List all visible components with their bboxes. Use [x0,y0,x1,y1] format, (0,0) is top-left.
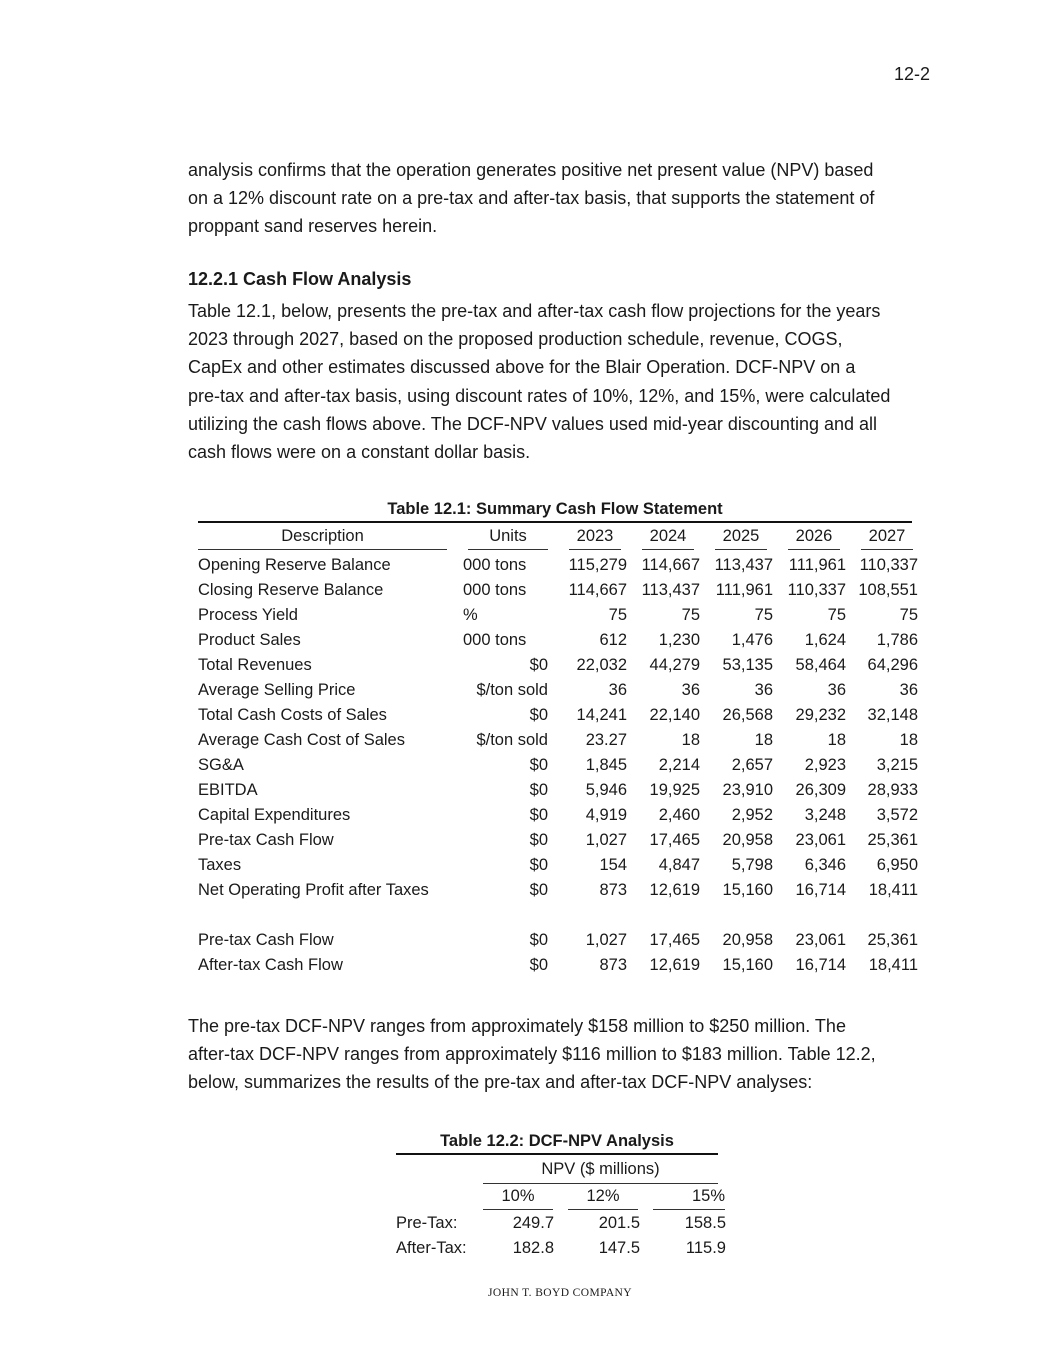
row-description: Pre-tax Cash Flow [198,931,334,949]
year-value: 114,667 [568,581,627,599]
year-value: 2,657 [731,756,773,774]
year-value: 15,160 [722,881,773,899]
intro-paragraph [188,156,938,241]
row-description: Capital Expenditures [198,806,351,824]
year-value: 20,958 [722,831,773,849]
year-value: 75 [681,606,700,624]
year-value: 111,961 [788,556,846,574]
row-label: After-Tax: [396,1239,467,1257]
text-line: utilizing the cash flows above. The DCF-NPV values used mid-year discounting and all [188,413,878,434]
row-units: $0 [529,656,548,674]
row-units: 000 tons [463,556,527,574]
year-value: 19,925 [649,781,700,799]
cash-flow-table [198,497,918,978]
row-units: $/ton sold [476,681,548,699]
header-description: Description [198,523,447,550]
year-value: 2,952 [731,806,773,824]
row-description: Pre-tax Cash Flow [198,831,334,849]
year-value: 75 [899,606,918,624]
year-value: 110,337 [859,556,918,574]
year-value: 114,667 [641,556,700,574]
npv-value: 249.7 [512,1214,554,1232]
row-description: Average Selling Price [198,681,356,699]
year-value: 32,148 [867,706,918,724]
text-line: pre-tax and after-tax basis, using discount rates of 10%, 12%, and 15%, were calculated [188,385,891,406]
year-value: 36 [899,681,918,699]
table-row [198,928,918,953]
year-value: 16,714 [795,881,846,899]
year-value: 22,140 [649,706,700,724]
year-value: 53,135 [722,656,773,674]
year-value: 612 [599,631,627,649]
year-value: 75 [608,606,627,624]
row-units: % [463,606,478,624]
table-body [198,553,918,903]
row-units: $0 [529,781,548,799]
npv-value: 147.5 [598,1239,640,1257]
year-value: 108,551 [858,581,918,599]
npv-value: 158.5 [684,1214,726,1232]
table-row [198,828,918,853]
row-description: After-tax Cash Flow [198,956,343,974]
year-value: 2,460 [658,806,700,824]
text-line: The pre-tax DCF-NPV ranges from approximately $158 million to $250 million. The [188,1016,846,1036]
year-value: 18,411 [868,956,918,974]
year-value: 5,798 [731,856,773,874]
year-value: 6,346 [804,856,846,874]
year-value: 25,361 [867,831,918,849]
row-units: $0 [529,831,548,849]
year-value: 36 [681,681,700,699]
year-value: 36 [754,681,773,699]
year-value: 23,061 [795,931,846,949]
section-paragraph [188,297,938,466]
table-row [198,653,918,678]
text-line: cash flows were on a constant dollar basis. [188,442,531,463]
row-units: $0 [529,931,548,949]
year-value: 1,027 [585,931,627,949]
year-value: 3,572 [876,806,918,824]
table-row [198,603,918,628]
year-value: 873 [599,956,627,974]
year-value: 2,214 [658,756,700,774]
year-value: 18 [681,731,700,749]
text-line: CapEx and other estimates discussed above for the Blair Operation. DCF-NPV on a [188,357,856,378]
year-value: 110,337 [787,581,846,599]
row-description: Closing Reserve Balance [198,581,384,599]
text-line: proppant sand reserves herein. [188,216,438,237]
year-value: 113,437 [641,581,700,599]
year-value: 4,847 [658,856,700,874]
year-value: 18 [899,731,918,749]
year-value: 111,961 [715,581,773,599]
row-description: Product Sales [198,631,301,649]
year-value: 1,230 [658,631,700,649]
year-value: 16,714 [795,956,846,974]
year-value: 4,919 [585,806,627,824]
year-value: 17,465 [649,831,700,849]
year-value: 20,958 [722,931,773,949]
year-value: 14,241 [576,706,627,724]
year-value: 28,933 [867,781,918,799]
company-footer: JOHN T. BOYD COMPANY [488,1287,632,1299]
year-value: 75 [754,606,773,624]
year-value: 1,027 [585,831,627,849]
year-value: 2,923 [804,756,846,774]
row-description: Taxes [198,856,242,874]
year-value: 23,061 [795,831,846,849]
page-number: 12-2 [893,64,930,84]
year-value: 26,309 [795,781,846,799]
table-header-row [198,523,918,553]
year-value: 1,476 [731,631,773,649]
year-value: 113,437 [714,556,773,574]
text-line: after-tax DCF-NPV ranges from approximately $116 million to $183 million. Table 12.2, [188,1044,876,1065]
table-row [396,1211,726,1236]
row-description: Opening Reserve Balance [198,556,391,574]
npv-value: 201.5 [598,1214,640,1232]
npv-value: 182.8 [512,1239,554,1257]
year-value: 23,910 [722,781,773,799]
table-row [198,628,918,653]
row-units: 000 tons [463,631,527,649]
row-spacer [198,903,918,928]
text-line: 2023 through 2027, based on the proposed production schedule, revenue, COGS, [188,329,843,350]
year-value: 64,296 [867,656,918,674]
table-row [198,678,918,703]
year-value: 25,361 [867,931,918,949]
header-year: 2025 [715,523,767,550]
row-units: $0 [529,706,548,724]
row-units: $0 [529,956,548,974]
group-header-label: NPV ($ millions) [483,1155,718,1184]
rate-header: 10% [483,1183,553,1210]
year-value: 58,464 [795,656,846,674]
year-value: 1,845 [585,756,627,774]
text-line: on a 12% discount rate on a pre-tax and after-tax basis, that supports the statement of [188,188,875,209]
row-description: Total Cash Costs of Sales [198,706,387,724]
year-value: 873 [599,881,627,899]
year-value: 17,465 [649,931,700,949]
table-title: Table 12.1: Summary Cash Flow Statement [198,497,912,523]
row-units: $0 [529,881,548,899]
npv-value: 115.9 [685,1239,726,1257]
table-row [198,778,918,803]
section-heading: 12.2.1 Cash Flow Analysis [188,269,412,289]
row-description: SG&A [198,756,244,774]
table-row [198,553,918,578]
year-value: 5,946 [585,781,627,799]
table-title: Table 12.2: DCF-NPV Analysis [396,1129,718,1155]
table-row [198,578,918,603]
row-description: Net Operating Profit after Taxes [198,881,429,899]
year-value: 12,619 [649,881,700,899]
row-units: 000 tons [463,581,527,599]
year-value: 18 [827,731,846,749]
header-year: 2027 [861,523,913,550]
row-units: $0 [529,806,548,824]
table-row [198,878,918,903]
npv-group-header [396,1155,726,1183]
table-row [198,753,918,778]
year-value: 154 [599,856,627,874]
year-value: 36 [827,681,846,699]
row-units: $/ton sold [476,731,548,749]
text-line: Table 12.1, below, presents the pre-tax and after-tax cash flow projections for the years [188,301,881,321]
year-value: 1,786 [876,631,918,649]
npv-table [396,1129,726,1261]
table-row [198,803,918,828]
rate-header: 12% [568,1183,638,1210]
rate-header: 15% [653,1183,725,1210]
year-value: 26,568 [722,706,773,724]
table-summary [198,928,918,978]
header-year: 2026 [788,523,840,550]
year-value: 12,619 [649,956,700,974]
row-description: Total Revenues [198,656,312,674]
table-row [198,953,918,978]
rate-header-row [396,1183,726,1211]
year-value: 23.27 [585,731,627,749]
text-line: below, summarizes the results of the pre-tax and after-tax DCF-NPV analyses: [188,1072,813,1093]
header-year: 2023 [569,523,621,550]
year-value: 1,624 [804,631,846,649]
table-row [198,703,918,728]
npv-paragraph [188,1012,938,1097]
year-value: 6,950 [876,856,918,874]
row-units: $0 [529,756,548,774]
year-value: 75 [827,606,846,624]
table-row [198,853,918,878]
row-units: $0 [529,856,548,874]
year-value: 44,279 [649,656,700,674]
header-year: 2024 [642,523,694,550]
text-line: analysis confirms that the operation generates positive net present value (NPV) based [188,160,874,180]
year-value: 29,232 [795,706,846,724]
row-description: EBITDA [198,781,258,799]
year-value: 22,032 [576,656,627,674]
year-value: 18,411 [868,881,918,899]
table-row [198,728,918,753]
year-value: 15,160 [722,956,773,974]
year-value: 36 [608,681,627,699]
header-units: Units [468,523,548,550]
row-description: Process Yield [198,606,298,624]
year-value: 18 [754,731,773,749]
table-row [396,1236,726,1261]
row-description: Average Cash Cost of Sales [198,731,405,749]
year-value: 3,215 [876,756,918,774]
year-value: 115,279 [568,556,627,574]
year-value: 3,248 [804,806,846,824]
row-label: Pre-Tax: [396,1214,458,1232]
